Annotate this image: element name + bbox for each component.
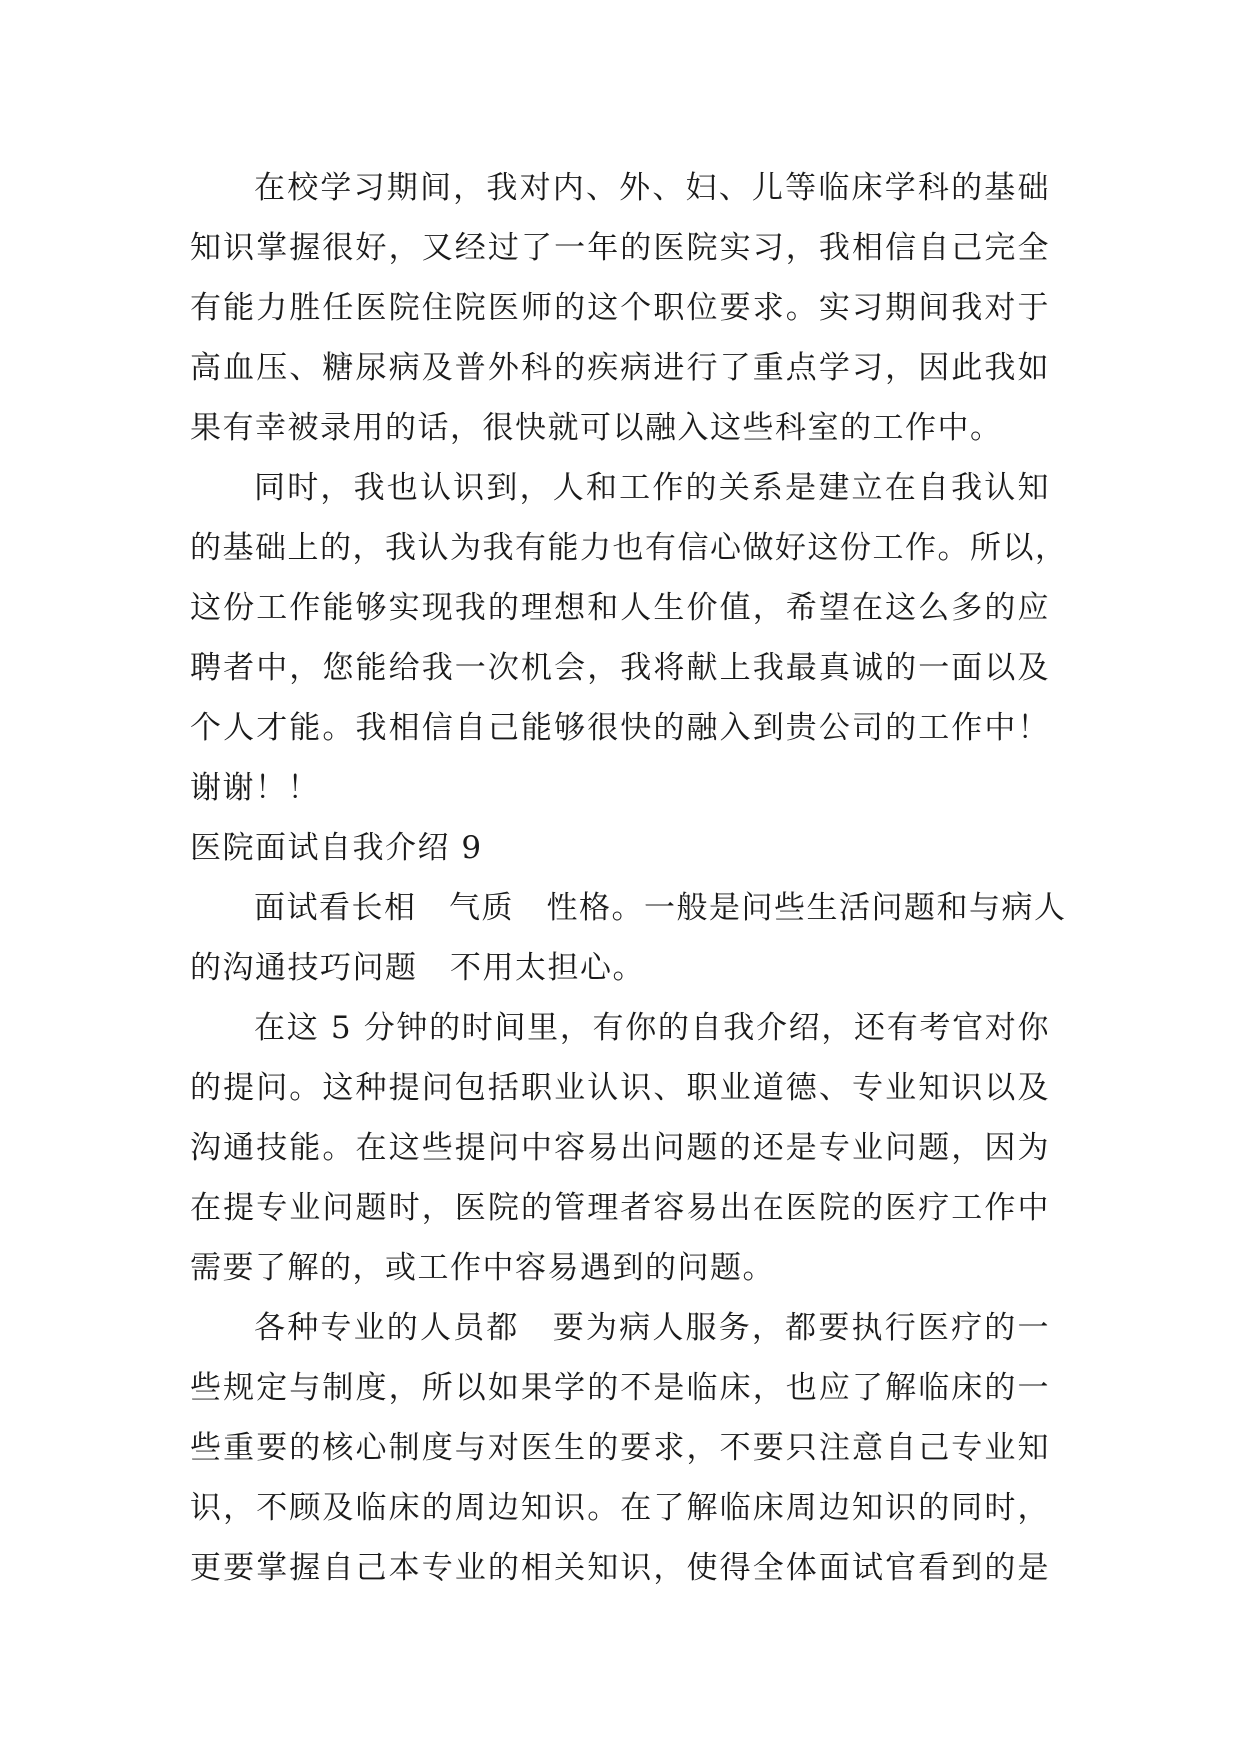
- section-heading: 医院面试自我介绍 9: [190, 830, 483, 866]
- paragraph-line: 沟通技能。在这些提问中容易出问题的还是专业问题，因为: [190, 1130, 1050, 1166]
- paragraph-line: 各种专业的人员都 要为病人服务，都要执行医疗的一: [254, 1310, 1050, 1346]
- paragraph-line: 在校学习期间，我对内、外、妇、儿等临床学科的基础: [254, 170, 1050, 206]
- paragraph-line: 这份工作能够实现我的理想和人生价值，希望在这么多的应: [190, 590, 1050, 626]
- paragraph-line: 谢谢！！: [190, 770, 320, 806]
- paragraph-line: 有能力胜任医院住院医师的这个职位要求。实习期间我对于: [190, 290, 1050, 326]
- paragraph-line: 知识掌握很好，又经过了一年的医院实习，我相信自己完全: [190, 230, 1050, 266]
- paragraph-line: 面试看长相 气质 性格。一般是问些生活问题和与病人: [254, 890, 1067, 926]
- paragraph-line: 果有幸被录用的话，很快就可以融入这些科室的工作中。: [190, 410, 1003, 446]
- paragraph-line: 些重要的核心制度与对医生的要求，不要只注意自己专业知: [190, 1430, 1050, 1466]
- paragraph-line: 些规定与制度，所以如果学的不是临床，也应了解临床的一: [190, 1370, 1050, 1406]
- paragraph-line: 个人才能。我相信自己能够很快的融入到贵公司的工作中！: [190, 710, 1050, 746]
- paragraph-line: 在这 5 分钟的时间里，有你的自我介绍，还有考官对你: [254, 1010, 1050, 1046]
- paragraph-line: 需要了解的，或工作中容易遇到的问题。: [190, 1250, 775, 1286]
- paragraph-line: 的沟通技巧问题 不用太担心。: [190, 950, 645, 986]
- paragraph-line: 的提问。这种提问包括职业认识、职业道德、专业知识以及: [190, 1070, 1050, 1106]
- paragraph-line: 识，不顾及临床的周边知识。在了解临床周边知识的同时，: [190, 1490, 1050, 1526]
- paragraph-line: 聘者中，您能给我一次机会，我将献上我最真诚的一面以及: [190, 650, 1050, 686]
- paragraph-line: 同时，我也认识到，人和工作的关系是建立在自我认知: [254, 470, 1050, 506]
- paragraph-line: 高血压、糖尿病及普外科的疾病进行了重点学习，因此我如: [190, 350, 1050, 386]
- paragraph-line: 的基础上的，我认为我有能力也有信心做好这份工作。所以，: [190, 530, 1068, 566]
- paragraph-line: 更要掌握自己本专业的相关知识，使得全体面试官看到的是: [190, 1550, 1050, 1586]
- paragraph-line: 在提专业问题时，医院的管理者容易出在医院的医疗工作中: [190, 1190, 1050, 1226]
- document-body: [190, 158, 1068, 1598]
